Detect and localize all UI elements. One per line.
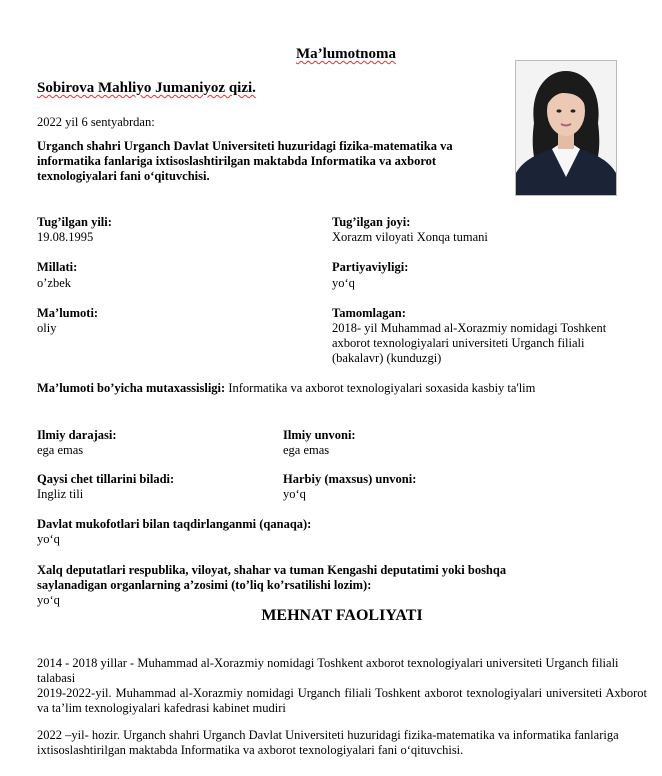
degree-label: Ilmiy darajasi: — [37, 428, 117, 442]
graduated-label: Tamomlagan: — [332, 306, 406, 320]
portrait-icon — [516, 61, 616, 195]
work-entry: 2019-2022-yil. Muhammad al-Xorazmiy nomidagi Urganch filiali Toshkent axborot texnologiyalari universiteti Axborot va ta’lim texnologiyalari kafedrasi kabinet mudiri — [37, 686, 647, 715]
party-value: yo‘q — [332, 276, 355, 290]
nationality-value: o’zbek — [37, 276, 72, 290]
awards-value: yo‘q — [37, 532, 60, 546]
academic-title-label: Ilmiy unvoni: — [283, 428, 356, 442]
date-line: 2022 yil 6 sentyabrdan: — [37, 115, 155, 129]
birth-year-value: 19.08.1995 — [37, 230, 94, 244]
nationality-label: Millati: — [37, 260, 78, 274]
document-title: Ma’lumotnoma — [296, 46, 396, 62]
education-value: oliy — [37, 321, 57, 335]
portrait-photo — [515, 60, 617, 196]
languages-value: Ingliz tili — [37, 487, 84, 501]
military-label: Harbiy (maxsus) unvoni: — [283, 472, 417, 486]
person-name: Sobirova Mahliyo Jumaniyoz qizi. — [37, 80, 256, 96]
graduated-value: 2018- yil Muhammad al-Xorazmiy nomidagi Toshkent axborot texnologiyalari universiteti Urganch filiali (bakalavr) (kunduzgi) — [332, 321, 607, 365]
languages-label: Qaysi chet tillarini biladi: — [37, 472, 175, 486]
academic-title-value: ega emas — [283, 443, 330, 457]
party-label: Partiyaviyligi: — [332, 260, 409, 274]
birth-place-label: Tug’ilgan joyi: — [332, 215, 411, 229]
specialty-label: Ma’lumoti bo’yicha mutaxassisligi: — [37, 381, 226, 395]
specialty-line — [37, 381, 637, 396]
degree-value: ega emas — [37, 443, 84, 457]
work-entry: 2022 –yil- hozir. Urganch shahri Urganch Davlat Universiteti huzuridagi fizika-matematika va informatika fanlariga ixtisoslashtirilgan maktabda Informatika va axborot texnologiyalari fani o‘qituvchisi. — [37, 728, 619, 757]
specialty-value: Informatika va axborot texnologiyalari soxasida kasbiy ta'lim — [228, 381, 536, 395]
position-text: Urganch shahri Urganch Davlat Universiteti huzuridagi fizika-matematika va informatika fanlariga ixtisoslashtirilgan maktabda Informatika va axborot texnologiyalari fani o‘qituvchisi. — [37, 139, 453, 183]
work-entry: 2014 - 2018 yillar - Muhammad al-Xorazmiy nomidagi Toshkent axborot texnologiyalari universiteti Urganch filiali talabasi — [37, 656, 619, 685]
deputy-label: Xalq deputatlari respublika, viloyat, shahar va tuman Kengashi deputatimi yoki boshqa saylanadigan organlarning a’zosimi (to’liq ko’rsatilishi lozim): — [37, 563, 507, 592]
education-label: Ma’lumoti: — [37, 306, 99, 320]
birth-year-label: Tug’ilgan yili: — [37, 215, 112, 229]
deputy-value: yo‘q — [37, 593, 60, 607]
work-heading: MEHNAT FAOLIYATI — [261, 607, 423, 624]
military-value: yo‘q — [283, 487, 306, 501]
birth-place-value: Xorazm viloyati Xonqa tumani — [332, 230, 488, 244]
awards-label: Davlat mukofotlari bilan taqdirlanganmi (qanaqa): — [37, 517, 312, 531]
